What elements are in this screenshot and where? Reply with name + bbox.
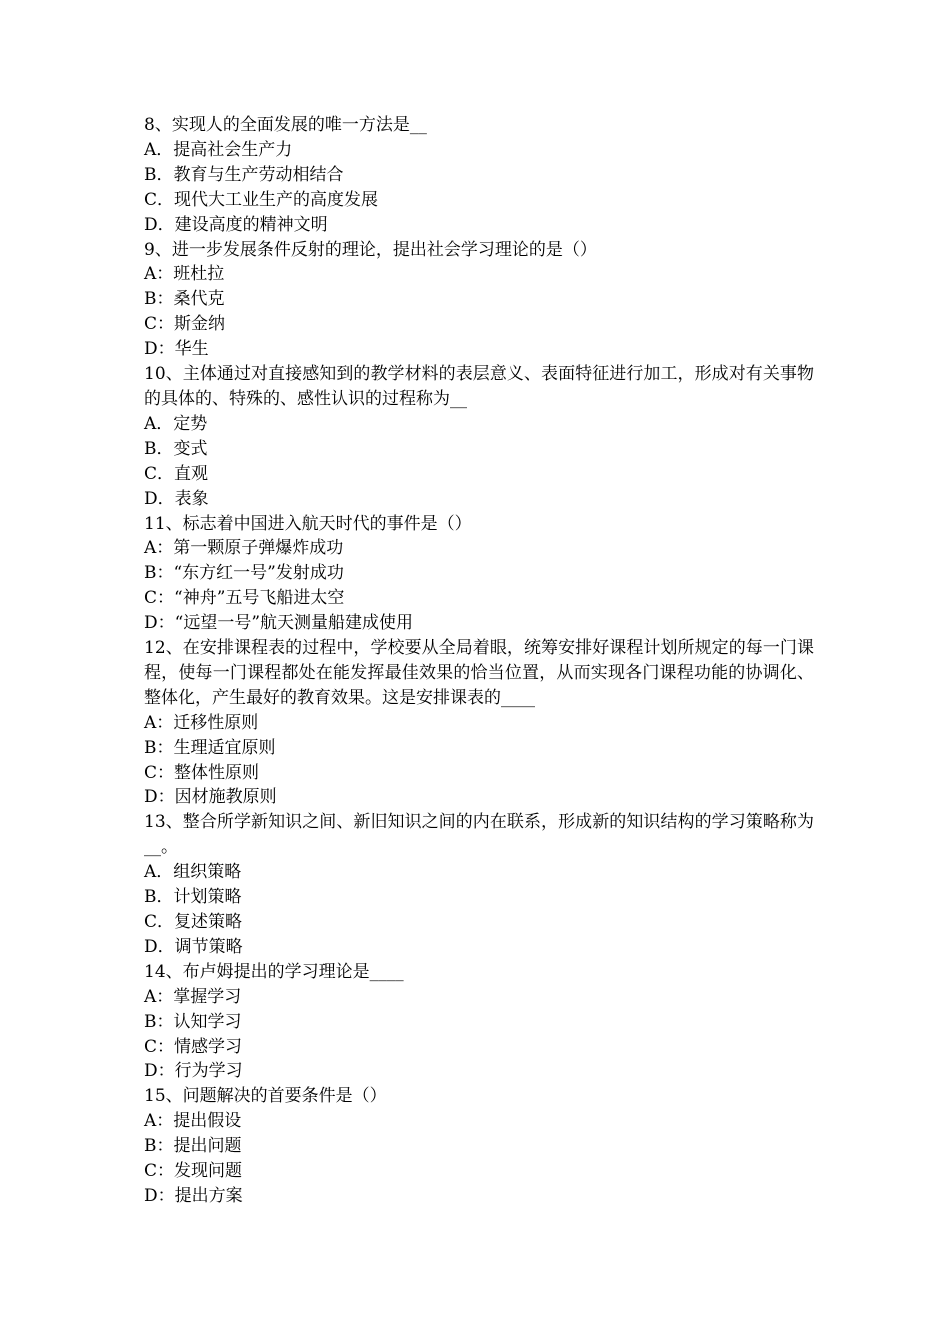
question-block-9 (144, 238, 814, 363)
question-block-10 (144, 362, 814, 511)
option-b: B：桑代克 (144, 289, 225, 310)
option-a: A：迁移性原则 (144, 712, 259, 733)
option-b: B：生理适宜原则 (144, 737, 276, 758)
question-text: 13、整合所学新知识之间、新旧知识之间的内在联系，形成新的知识结构的学习策略称为__。 (144, 812, 814, 858)
question-text: 12、在安排课程表的过程中，学校要从全局着眼，统筹安排好课程计划所规定的每一门课程，使每一门课程都处在能发挥最佳效果的恰当位置，从而实现各门课程功能的协调化、整体化，产生最好的教育效果。这是安排课表的____ (144, 638, 814, 708)
option-c: C：情感学习 (144, 1036, 243, 1057)
option-b: B：提出问题 (144, 1136, 242, 1157)
question-text: 10、主体通过对直接感知到的教学材料的表层意义、表面特征进行加工，形成对有关事物的具体的、特殊的、感性认识的过程称为__ (144, 364, 814, 409)
option-d: D：因材施教原则 (144, 787, 277, 808)
option-a: A：掌握学习 (144, 986, 242, 1007)
option-d: D．建设高度的精神文明 (144, 214, 328, 235)
option-c: C．现代大工业生产的高度发展 (144, 189, 379, 210)
option-c: C：“神舟”五号飞船进太空 (144, 588, 345, 609)
question-block-12 (144, 636, 814, 810)
question-text: 11、标志着中国进入航天时代的事件是（） (144, 513, 472, 534)
option-d: D：华生 (144, 339, 209, 360)
option-b: B．教育与生产劳动相结合 (144, 164, 344, 185)
option-b: B：“东方红一号”发射成功 (144, 563, 344, 584)
document-page (144, 113, 814, 1209)
option-a: A：班杜拉 (144, 264, 225, 285)
option-c: C．复述策略 (144, 912, 243, 932)
question-text: 14、布卢姆提出的学习理论是____ (144, 961, 404, 982)
option-b: B：认知学习 (144, 1011, 242, 1032)
question-text: 9、进一步发展条件反射的理论，提出社会学习理论的是（） (144, 239, 597, 260)
question-block-11 (144, 512, 814, 637)
option-b: B．变式 (144, 438, 208, 459)
option-c: C：整体性原则 (144, 762, 260, 783)
option-a: A．提高社会生产力 (144, 139, 293, 160)
option-b: B．计划策略 (144, 887, 242, 908)
option-c: C：发现问题 (144, 1161, 243, 1182)
option-c: C．直观 (144, 463, 209, 484)
question-block-13 (144, 810, 814, 959)
option-d: D．表象 (144, 488, 209, 509)
question-text: 8、实现人的全面发展的唯一方法是__ (144, 115, 427, 135)
option-d: D：提出方案 (144, 1185, 243, 1206)
question-block-14 (144, 960, 814, 1085)
question-text: 15、问题解决的首要条件是（） (144, 1086, 387, 1107)
option-d: D：“远望一号”航天测量船建成使用 (144, 613, 414, 634)
option-a: A：提出假设 (144, 1111, 242, 1132)
option-a: A．组织策略 (144, 862, 242, 883)
option-d: D：行为学习 (144, 1061, 243, 1082)
option-a: A：第一颗原子弹爆炸成功 (144, 538, 344, 559)
option-a: A．定势 (144, 413, 208, 434)
option-d: D．调节策略 (144, 936, 243, 957)
question-block-8 (144, 113, 814, 238)
question-block-15 (144, 1084, 814, 1209)
option-c: C：斯金纳 (144, 314, 226, 335)
